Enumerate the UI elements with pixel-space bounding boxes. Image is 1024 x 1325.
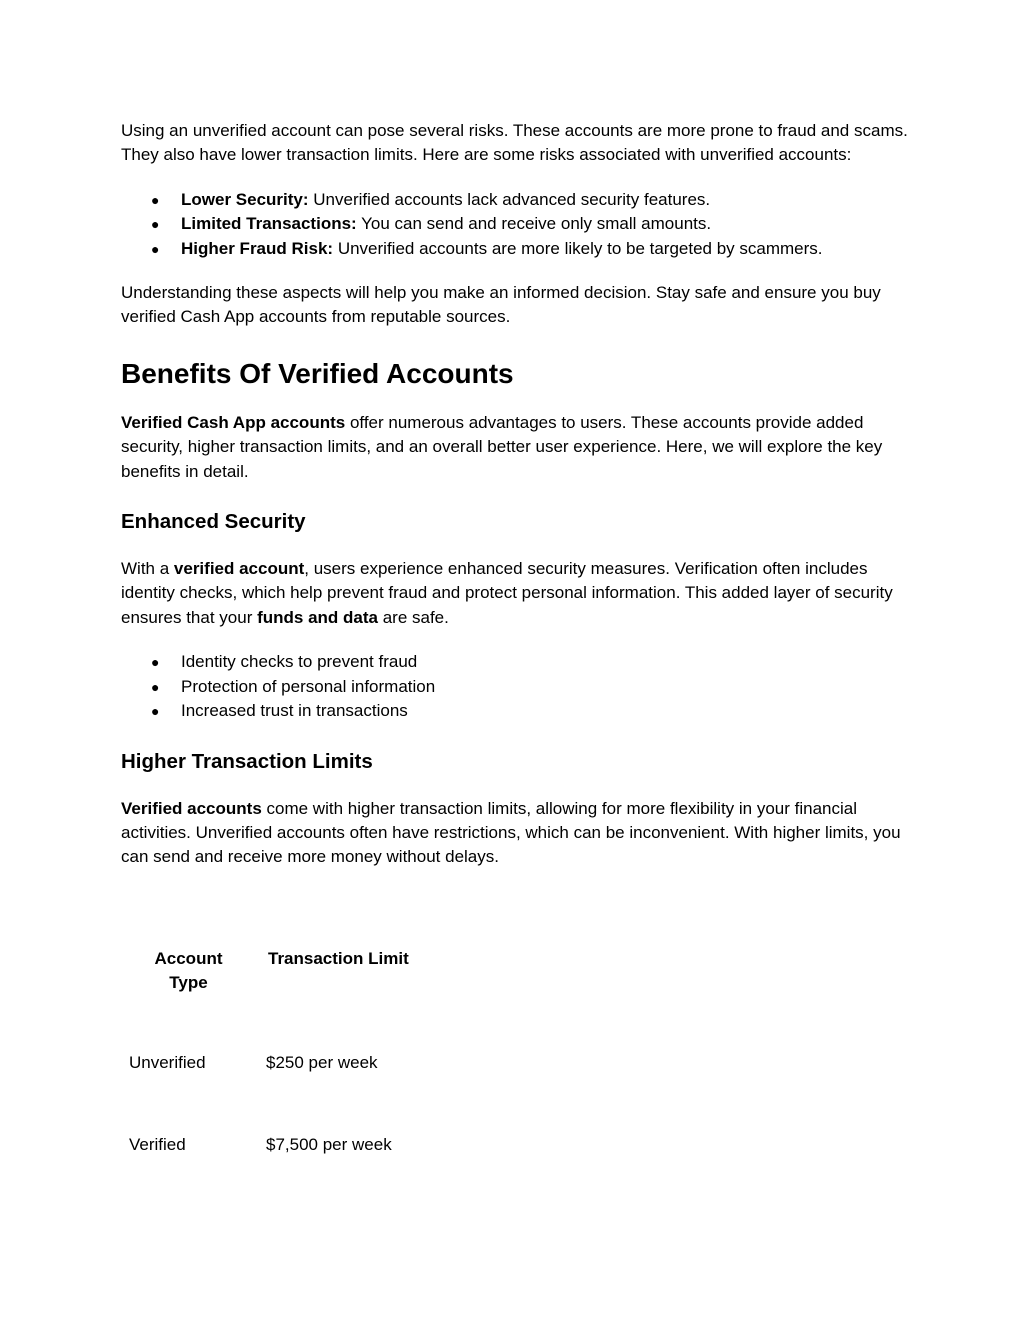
- table-row: [121, 1133, 451, 1157]
- document-body: [121, 119, 911, 870]
- benefits-heading: Benefits Of Verified Accounts: [121, 357, 514, 389]
- list-item: [121, 237, 911, 261]
- bullet-icon: ●: [151, 654, 160, 671]
- table-cell-account-type: Unverified: [129, 1053, 206, 1072]
- limits-lead-bold: Verified accounts: [121, 798, 262, 818]
- risk-text: Unverified accounts lack advanced security features.: [308, 189, 711, 209]
- list-item: [121, 650, 911, 674]
- limits-lead-rest: come with higher transaction limits, allowing for more flexibility in your financial activities. Unverified accounts often have restrictions, which can be inconvenient. With higher limits, you can send and receive more money without delays.: [121, 798, 901, 867]
- bullet-icon: ●: [151, 191, 160, 208]
- list-item: [121, 675, 911, 699]
- security-list: [121, 650, 911, 723]
- limits-paragraph: [121, 797, 911, 870]
- security-heading: Enhanced Security: [121, 510, 306, 534]
- benefits-lead-bold: Verified Cash App accounts: [121, 412, 346, 432]
- intro-paragraph: Using an unverified account can pose several risks. These accounts are more prone to fraud and scams. They also have lower transaction limits. Here are some risks associated with unverified accounts:: [121, 121, 908, 165]
- security-paragraph: [121, 557, 911, 630]
- risk-text: Unverified accounts are more likely to be targeted by scammers.: [333, 238, 823, 258]
- limits-table: [121, 945, 451, 1154]
- table-header-row: [121, 947, 451, 997]
- benefits-lead-rest: offer numerous advantages to users. These accounts provide added security, higher transaction limits, and an overall better user experience. Here, we will explore the key benefits in detail.: [121, 412, 883, 481]
- understanding-paragraph: Understanding these aspects will help you make an informed decision. Stay safe and ensure you buy verified Cash App accounts from reputable sources.: [121, 283, 881, 327]
- bullet-icon: ●: [151, 240, 160, 257]
- risk-term: Higher Fraud Risk:: [181, 238, 334, 258]
- benefits-paragraph: [121, 411, 911, 484]
- security-item: Increased trust in transactions: [181, 701, 408, 721]
- risk-term: Lower Security:: [181, 189, 309, 209]
- list-item: [121, 212, 911, 236]
- table-cell-account-type: Verified: [129, 1135, 186, 1154]
- security-item: Identity checks to prevent fraud: [181, 652, 418, 672]
- list-item: [121, 699, 911, 723]
- limits-heading: Higher Transaction Limits: [121, 749, 373, 773]
- security-item: Protection of personal information: [181, 676, 436, 696]
- table-cell-limit: $250 per week: [266, 1053, 378, 1072]
- list-item: [121, 188, 911, 212]
- bullet-icon: ●: [151, 678, 160, 695]
- security-text-e: are safe.: [377, 607, 449, 627]
- security-bold-verified-account: verified account: [173, 559, 305, 579]
- risk-text: You can send and receive only small amounts.: [356, 214, 712, 234]
- table-cell-limit: $7,500 per week: [266, 1135, 392, 1154]
- security-text-a: With a: [121, 559, 174, 579]
- bullet-icon: ●: [151, 216, 160, 233]
- security-bold-funds-data: funds and data: [257, 607, 378, 627]
- risks-list: [121, 188, 911, 261]
- table-header-transaction-limit: Transaction Limit: [268, 949, 409, 968]
- table-header-account-type: Account Type: [154, 949, 223, 993]
- security-text-c: , users experience enhanced security measures. Verification often includes identity checks, which help prevent fraud and protect personal information. This added layer of security ensures that your: [121, 559, 893, 627]
- risk-term: Limited Transactions:: [181, 214, 357, 234]
- table-row: [121, 1051, 451, 1075]
- bullet-icon: ●: [151, 703, 160, 720]
